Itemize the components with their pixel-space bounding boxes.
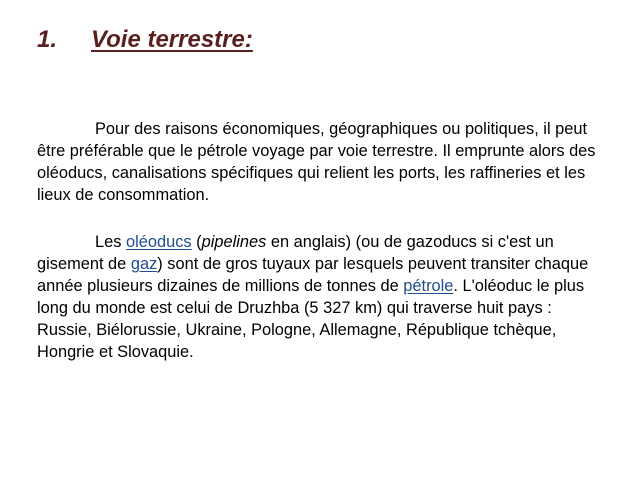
heading-number: 1. xyxy=(37,26,58,53)
link-gaz[interactable]: gaz xyxy=(130,255,158,273)
link-oleoducs[interactable]: oléoducs xyxy=(125,233,192,251)
link-petrole[interactable]: pétrole xyxy=(403,277,454,295)
paragraph-2-text-c: ) sont de gros tuyaux par lesquels peuvent transiter chaque année plusieurs dizaines de millions de tonnes de xyxy=(37,255,589,295)
heading-title: Voie terrestre: xyxy=(91,26,253,53)
paragraph-2-text-d: . L'oléoduc le plus long du monde est celui de Druzhba (5 327 km) qui traverse huit pays : Russie, Biélorussie, Ukraine, Pologne, Allemagne, République tchèque, Hongrie et Slovaquie. xyxy=(37,277,585,361)
paragraph-2-text-a: ( xyxy=(191,233,202,251)
paragraph-2-text-b: en anglais) (ou de gazoducs si c'est un gisement de xyxy=(37,233,554,273)
paragraph-1 xyxy=(37,118,597,206)
section-heading xyxy=(37,26,253,54)
paragraph-1-text: Pour des raisons économiques, géographiques ou politiques, il peut être préférable que le pétrole voyage par voie terrestre. Il emprunte alors des oléoducs, canalisations spécifiques qui relient les ports, les raffineries et les lieux de consommation. xyxy=(37,120,596,204)
paragraph-2 xyxy=(37,231,597,363)
paragraph-2-text-start: Les xyxy=(95,233,126,251)
italic-pipelines: pipelines xyxy=(201,233,267,251)
